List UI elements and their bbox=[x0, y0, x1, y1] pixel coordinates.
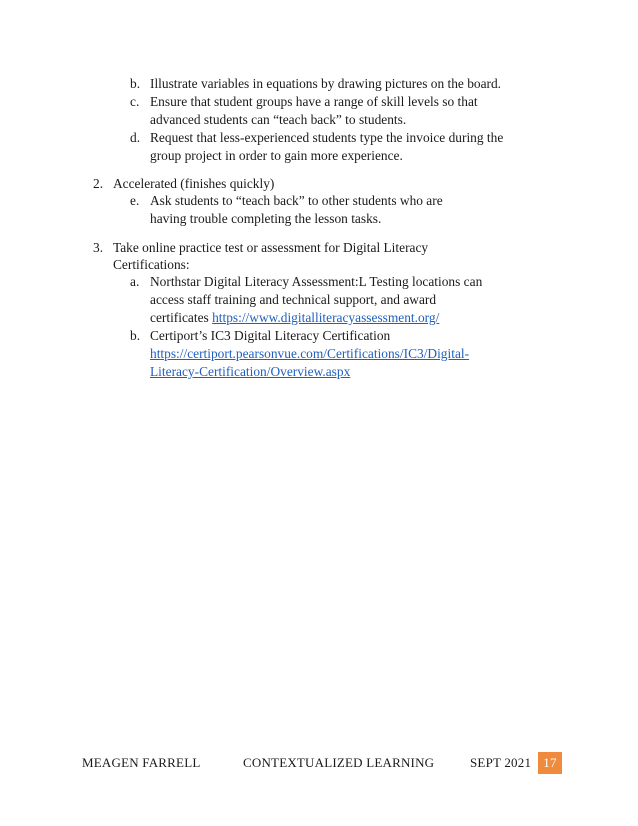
page-footer bbox=[0, 752, 638, 774]
section-2-heading: Accelerated (finishes quickly) bbox=[113, 176, 275, 191]
list-item-b2-line-1: Certiport’s IC3 Digital Literacy Certification bbox=[150, 328, 391, 343]
list-item-a-line-2: access staff training and technical support, and award bbox=[150, 292, 437, 307]
footer-date: SEPT 2021 bbox=[470, 755, 532, 770]
section-3-heading-line-2: Certifications: bbox=[113, 257, 190, 272]
list-item-b2-link-line-2 bbox=[150, 363, 350, 381]
list-marker-a: a. bbox=[130, 274, 140, 289]
list-item-c-line-1: Ensure that student groups have a range of skill levels so that bbox=[150, 94, 478, 109]
list-item-d-line-2: group project in order to gain more experience. bbox=[150, 148, 403, 163]
list-item-e-line-2: having trouble completing the lesson tasks. bbox=[150, 211, 382, 226]
list-item-e-line-1: Ask students to “teach back” to other students who are bbox=[150, 193, 443, 208]
list-item-a-line-3 bbox=[150, 309, 439, 327]
page-number: 17 bbox=[543, 755, 557, 770]
list-marker-b: b. bbox=[130, 76, 141, 91]
northstar-assessment-link[interactable]: https://www.digitalliteracyassessment.org/ bbox=[212, 310, 440, 325]
list-item-d-line-1: Request that less-experienced students type the invoice during the bbox=[150, 130, 504, 145]
section-3-heading-line-1: Take online practice test or assessment for Digital Literacy bbox=[113, 240, 429, 255]
footer-author: MEAGEN FARRELL bbox=[82, 755, 201, 770]
list-item-b2-link-line-1 bbox=[150, 345, 469, 363]
certiport-link-part-1[interactable]: https://certiport.pearsonvue.com/Certifications/IC3/Digital- bbox=[150, 346, 470, 361]
list-marker-b-2: b. bbox=[130, 328, 141, 343]
list-marker-e: e. bbox=[130, 193, 140, 208]
footer-title: CONTEXTUALIZED LEARNING bbox=[243, 755, 435, 770]
list-item-a-line-1: Northstar Digital Literacy Assessment:L Testing locations can bbox=[150, 274, 483, 289]
section-3-number: 3. bbox=[93, 240, 104, 255]
list-item-c-line-2: advanced students can “teach back” to students. bbox=[150, 112, 407, 127]
list-marker-d: d. bbox=[130, 130, 141, 145]
certiport-link-part-2[interactable]: Literacy-Certification/Overview.aspx bbox=[150, 364, 351, 379]
list-item-a-certificates-text: certificates bbox=[150, 310, 213, 325]
page-number-badge bbox=[538, 752, 562, 774]
section-2-number: 2. bbox=[93, 176, 104, 191]
list-marker-c: c. bbox=[130, 94, 140, 109]
list-item-b-line-1: Illustrate variables in equations by drawing pictures on the board. bbox=[150, 76, 502, 91]
